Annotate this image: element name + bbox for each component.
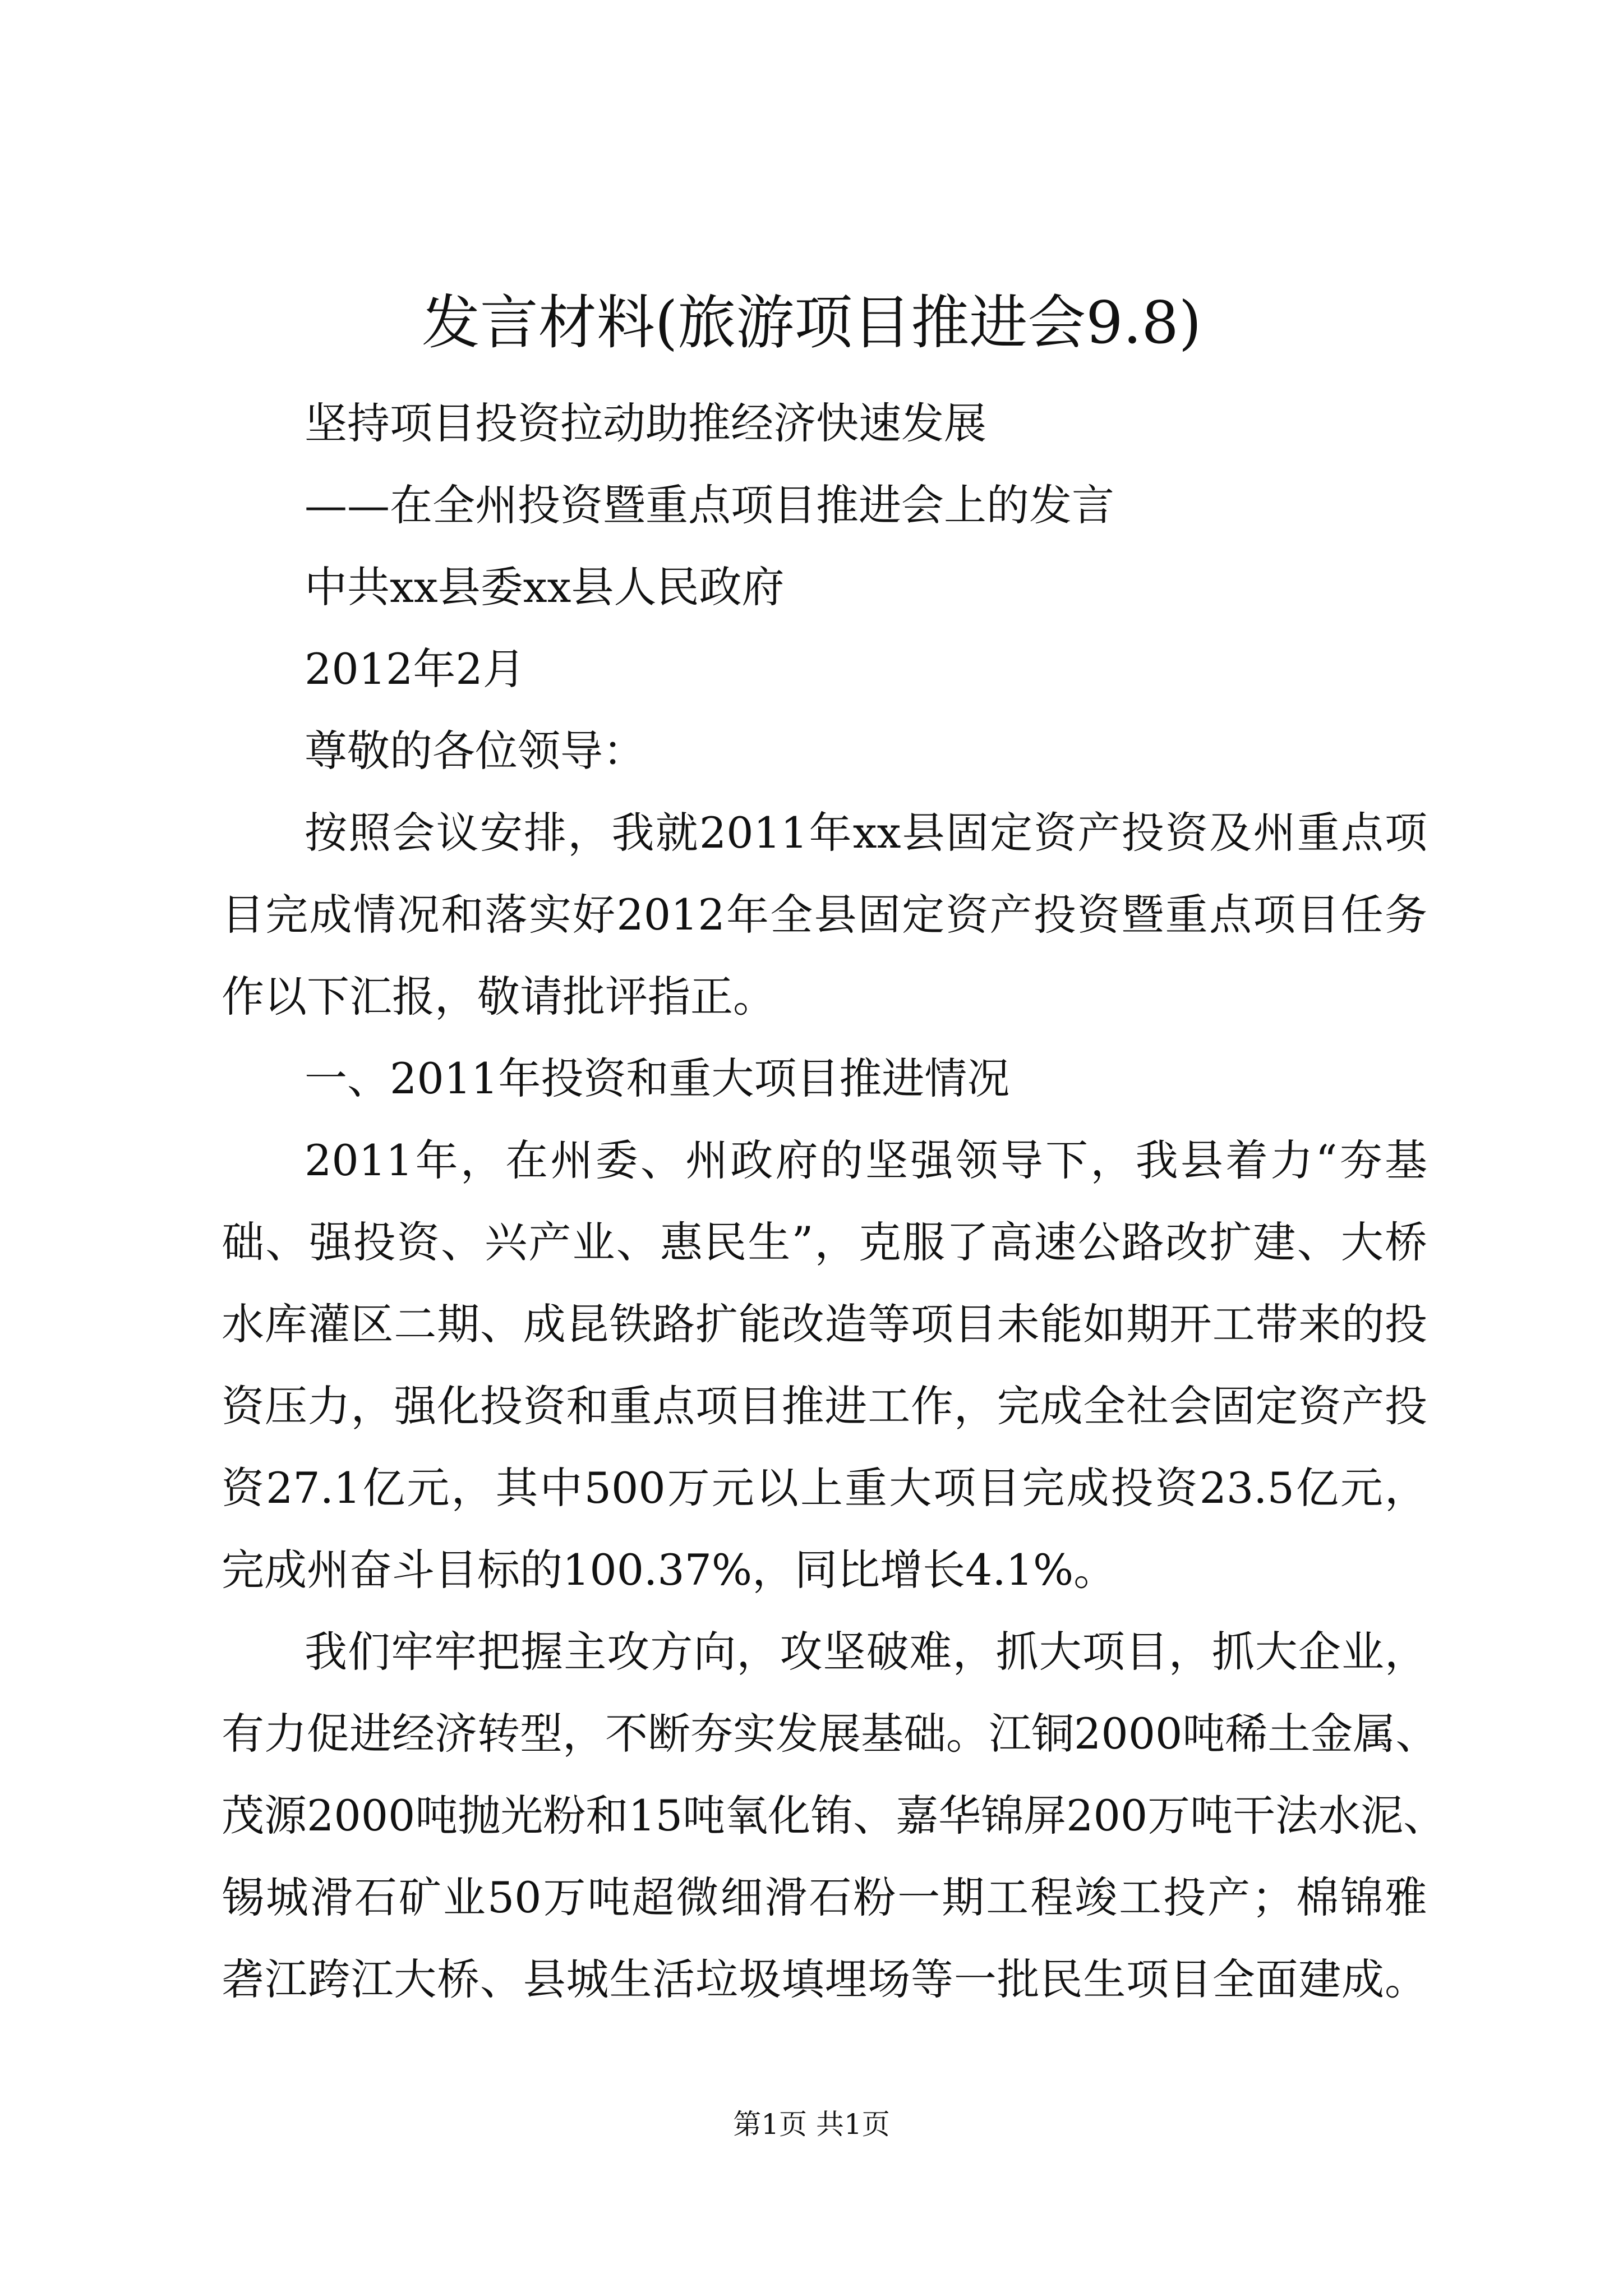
paragraph-line: 2011年，在州委、州政府的坚强领导下，我县着力“夯基 (305, 1135, 1427, 1185)
paragraph-line: 作以下汇报，敬请批评指正。 (222, 972, 776, 1022)
subtitle-line: 坚持项目投资拉动助推经济快速发展 (305, 398, 986, 448)
paragraph-line: 完成州奋斗目标的100.37%，同比增长4.1%。 (222, 1545, 1117, 1595)
paragraph-line: 资压力，强化投资和重点项目推进工作，完成全社会固定资产投 (222, 1381, 1427, 1431)
paragraph-line: 目完成情况和落实好2012年全县固定资产投资暨重点项目任务 (222, 890, 1427, 940)
paragraph-line: 我们牢牢把握主攻方向，攻坚破难，抓大项目，抓大企业， (305, 1627, 1427, 1677)
document-body (222, 383, 1446, 2021)
paragraph-line: 茂源2000吨抛光粉和15吨氧化铕、嘉华锦屏200万吨干法水泥、 (222, 1791, 1446, 1841)
paragraph-line: 锡城滑石矿业50万吨超微细滑石粉一期工程竣工投产；棉锦雅 (222, 1872, 1427, 1922)
paragraph-line: 砻江跨江大桥、县城生活垃圾填埋场等一批民生项目全面建成。 (222, 1954, 1427, 2004)
document-title: 发言材料(旅游项目推进会9.8) (421, 288, 1202, 357)
page-footer: 第1页 共1页 (733, 2108, 890, 2141)
subtitle-dash-line: ——在全州投资暨重点项目推进会上的发言 (305, 480, 1114, 530)
date-line: 2012年2月 (305, 644, 525, 694)
author-line: 中共xx县委xx县人民政府 (305, 562, 785, 612)
paragraph-line: 资27.1亿元，其中500万元以上重大项目完成投资23.5亿元， (222, 1463, 1427, 1513)
salutation-line: 尊敬的各位领导： (305, 726, 645, 776)
section-heading: 一、2011年投资和重大项目推进情况 (305, 1053, 1010, 1103)
paragraph-line: 础、强投资、兴产业、惠民生”，克服了高速公路改扩建、大桥 (222, 1217, 1427, 1267)
paragraph-line: 按照会议安排，我就2011年xx县固定资产投资及州重点项 (305, 808, 1427, 858)
paragraph-line: 有力促进经济转型，不断夯实发展基础。江铜2000吨稀土金属、 (222, 1709, 1438, 1759)
paragraph-line: 水库灌区二期、成昆铁路扩能改造等项目未能如期开工带来的投 (222, 1299, 1427, 1349)
